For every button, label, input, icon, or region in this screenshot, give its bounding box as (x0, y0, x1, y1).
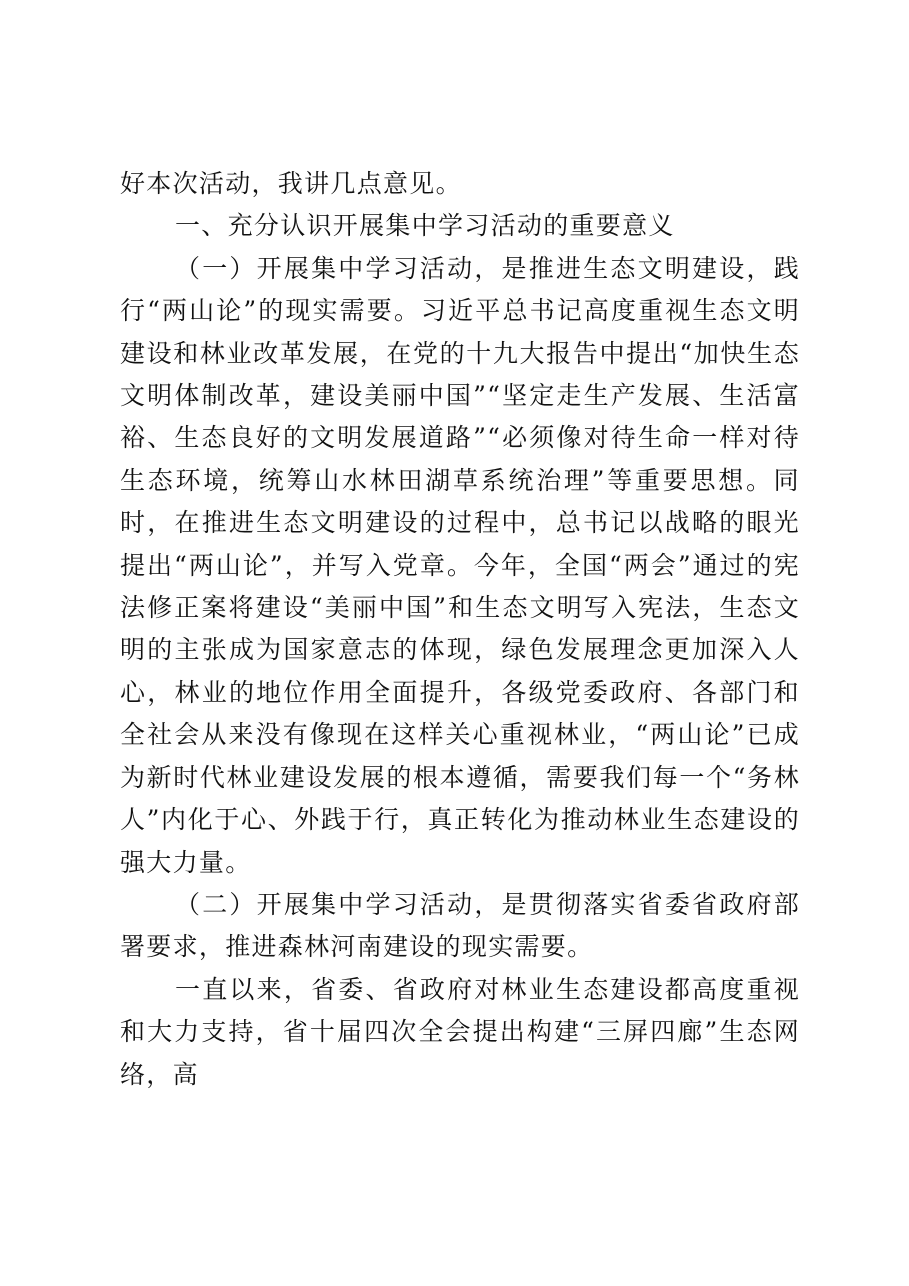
section-heading: 一、充分认识开展集中学习活动的重要意义 (175, 211, 675, 241)
paragraph-point-one: （一）开展集中学习活动，是推进生态文明建设，践行“两山论”的现实需要。习近平总书记高度重视生态文明建设和林业改革发展，在党的十九大报告中提出“加快生态文明体制改革，建设美丽中国”“坚定走生产发展、生活富裕、生态良好的文明发展道路”“必须像对待生命一样对待生态环境，统筹山水林田湖草系统治理”等重要思想。同时，在推进生态文明建设的过程中，总书记以战略的眼光提出“两山论”，并写入党章。今年，全国“两会”通过的宪法修正案将建设“美丽中国”和生态文明写入宪法，生态文明的主张成为国家意志的体现，绿色发展理念更加深入人心，林业的地位作用全面提升，各级党委政府、各部门和全社会从来没有像现在这样关心重视林业，“两山论”已成为新时代林业建设发展的根本遵循，需要我们每一个“务林人”内化于心、外践于行，真正转化为推动林业生态建设的强大力量。 (120, 253, 800, 877)
paragraph-point-two: （二）开展集中学习活动，是贯彻落实省委省政府部署要求，推进森林河南建设的现实需要。 (120, 889, 800, 962)
document-body (120, 163, 800, 1096)
paragraph-intro-ending: 好本次活动，我讲几点意见。 (120, 169, 462, 198)
paragraph-continuation: 一直以来，省委、省政府对林业生态建设都高度重视和大力支持，省十届四次全会提出构建“三屏四廊”生态网络，高 (120, 974, 800, 1089)
